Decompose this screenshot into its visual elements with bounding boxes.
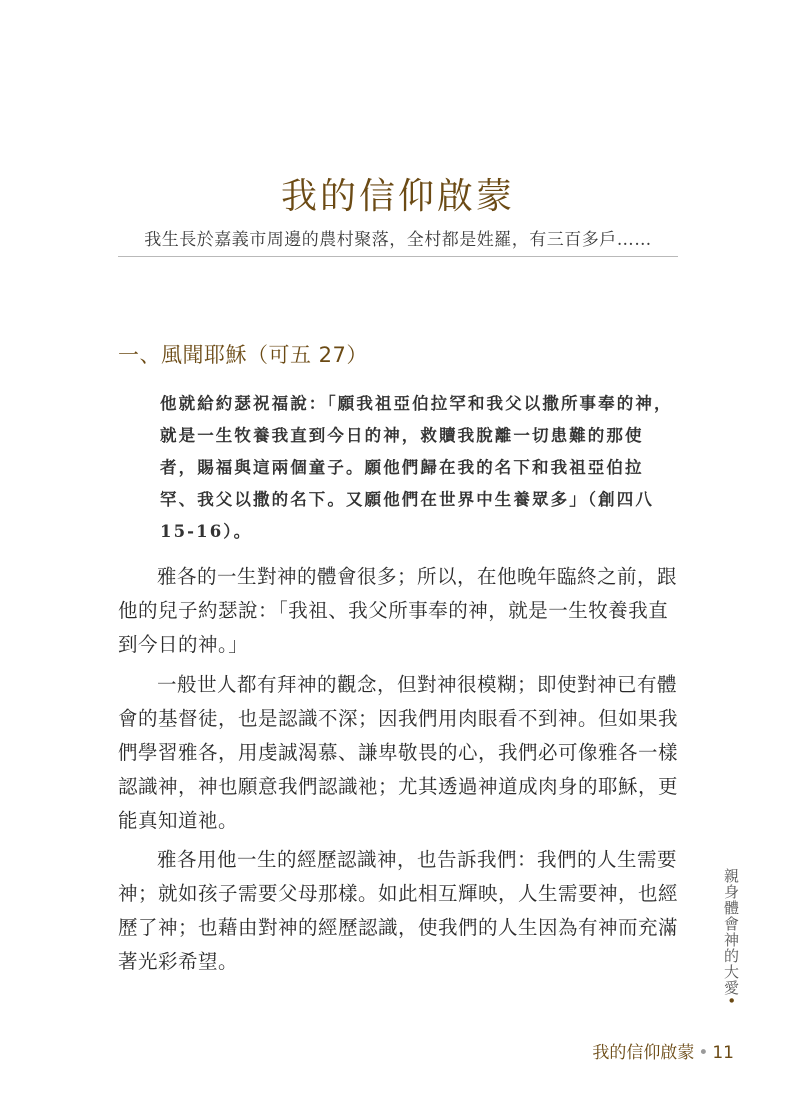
- body-paragraph: 一般世人都有拜神的觀念，但對神很模糊；即使對神已有體會的基督徒，也是認識不深；因我們用肉眼看不到神。但如果我們學習雅各，用虔誠渴慕、謙卑敬畏的心，我們必可像雅各一樣認識神，神也願意我們認識祂；尤其透過神道成肉身的耶穌，更能真知道祂。: [118, 673, 679, 832]
- body-paragraph: 雅各用他一生的經歷認識神，也告訴我們：我們的人生需要神；就如孩子需要父母那樣。如此相互輝映，人生需要神，也經歷了神；也藉由對神的經歷認識，使我們的人生因為有神而充滿著光彩希望。: [118, 848, 679, 973]
- footer-dot: •: [698, 1043, 709, 1063]
- side-running-title: 親身體會神的大愛: [722, 868, 740, 996]
- scripture-quote: 他就給約瑟祝福說：「願我祖亞伯拉罕和我父以撒所事奉的神，就是一生牧養我直到今日的神，救贖我脫離一切患難的那使者，賜福與這兩個童子。願他們歸在我的名下和我祖亞伯拉罕、我父以撒的名下。又願他們在世界中生養眾多」（創四八 15-16）。: [160, 394, 673, 541]
- chapter-title: 我的信仰啟蒙: [280, 176, 515, 217]
- side-running-head: [720, 868, 742, 1006]
- footer-chapter-title: 我的信仰啟蒙: [592, 1043, 695, 1063]
- chapter-subtitle: 我生長於嘉義市周邊的農村聚落，全村都是姓羅，有三百多戶……: [144, 230, 652, 250]
- side-running-dot: •: [722, 996, 740, 1006]
- body-paragraph: 雅各的一生對神的體會很多；所以，在他晚年臨終之前，跟他的兒子約瑟說：「我祖、我父所事奉的神，就是一生牧養我直到今日的神。」: [118, 565, 678, 656]
- page-footer: [592, 1038, 734, 1063]
- section-heading: 一、風聞耶穌（可五 27）: [118, 343, 368, 367]
- title-divider: [118, 256, 678, 257]
- page-number: 11: [712, 1043, 734, 1063]
